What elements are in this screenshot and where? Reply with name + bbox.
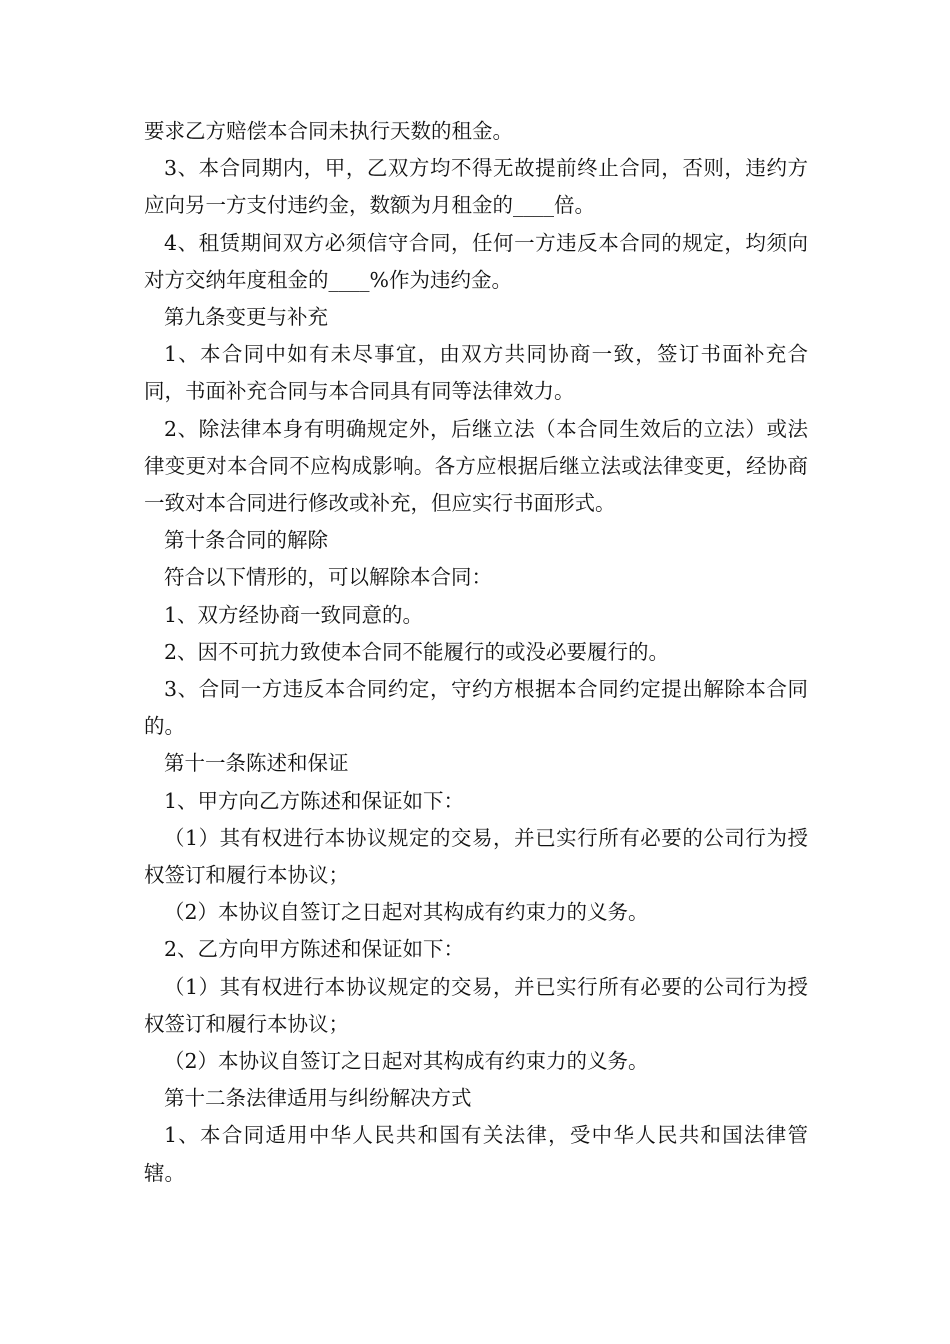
clause-8-item-4: 4、租赁期间双方必须信守合同，任何一方违反本合同的规定，均须向对方交纳年度租金的____%作为违约金。 [144, 230, 808, 292]
paragraph-continuation: 要求乙方赔偿本合同未执行天数的租金。 [144, 119, 513, 143]
clause-12-item-1: 1、本合同适用中华人民共和国有关法律，受中华人民共和国法律管辖。 [144, 1123, 808, 1185]
clause-11-item-2-sub-2: （2）本协议自签订之日起对其构成有约束力的义务。 [164, 1049, 649, 1074]
clause-9-item-2: 2、除法律本身有明确规定外，后继立法（本合同生效后的立法）或法律变更对本合同不应构成影响。各方应根据后继立法或法律变更，经协商一致对本合同进行修改或补充，但应实行书面形式。 [144, 416, 808, 516]
clause-11-item-2: 2、乙方向甲方陈述和保证如下： [164, 937, 465, 962]
clause-8-item-3: 3、本合同期内，甲，乙双方均不得无故提前终止合同，否则，违约方应向另一方支付违约金，数额为月租金的____倍。 [144, 156, 808, 218]
document-body [144, 113, 808, 1192]
clause-11-item-2-sub-1: （1）其有权进行本协议规定的交易，并已实行所有必要的公司行为授权签订和履行本协议； [144, 974, 808, 1036]
section-heading-10: 第十条合同的解除 [164, 528, 328, 553]
clause-10-item-1: 1、双方经协商一致同意的。 [164, 602, 424, 627]
section-heading-9: 第九条变更与补充 [164, 305, 328, 330]
section-heading-11: 第十一条陈述和保证 [164, 751, 349, 776]
clause-10-item-2: 2、因不可抗力致使本合同不能履行的或没必要履行的。 [164, 639, 670, 664]
clause-9-item-1: 1、本合同中如有未尽事宜，由双方共同协商一致，签订书面补充合同，书面补充合同与本合同具有同等法律效力。 [144, 342, 808, 404]
clause-11-item-1: 1、甲方向乙方陈述和保证如下： [164, 788, 465, 813]
clause-11-item-1-sub-2: （2）本协议自签订之日起对其构成有约束力的义务。 [164, 900, 649, 925]
section-heading-12: 第十二条法律适用与纠纷解决方式 [164, 1086, 472, 1111]
clause-10-intro: 符合以下情形的，可以解除本合同： [164, 565, 492, 590]
clause-10-item-3: 3、合同一方违反本合同约定，守约方根据本合同约定提出解除本合同的。 [144, 677, 808, 739]
clause-11-item-1-sub-1: （1）其有权进行本协议规定的交易，并已实行所有必要的公司行为授权签订和履行本协议； [144, 825, 808, 888]
